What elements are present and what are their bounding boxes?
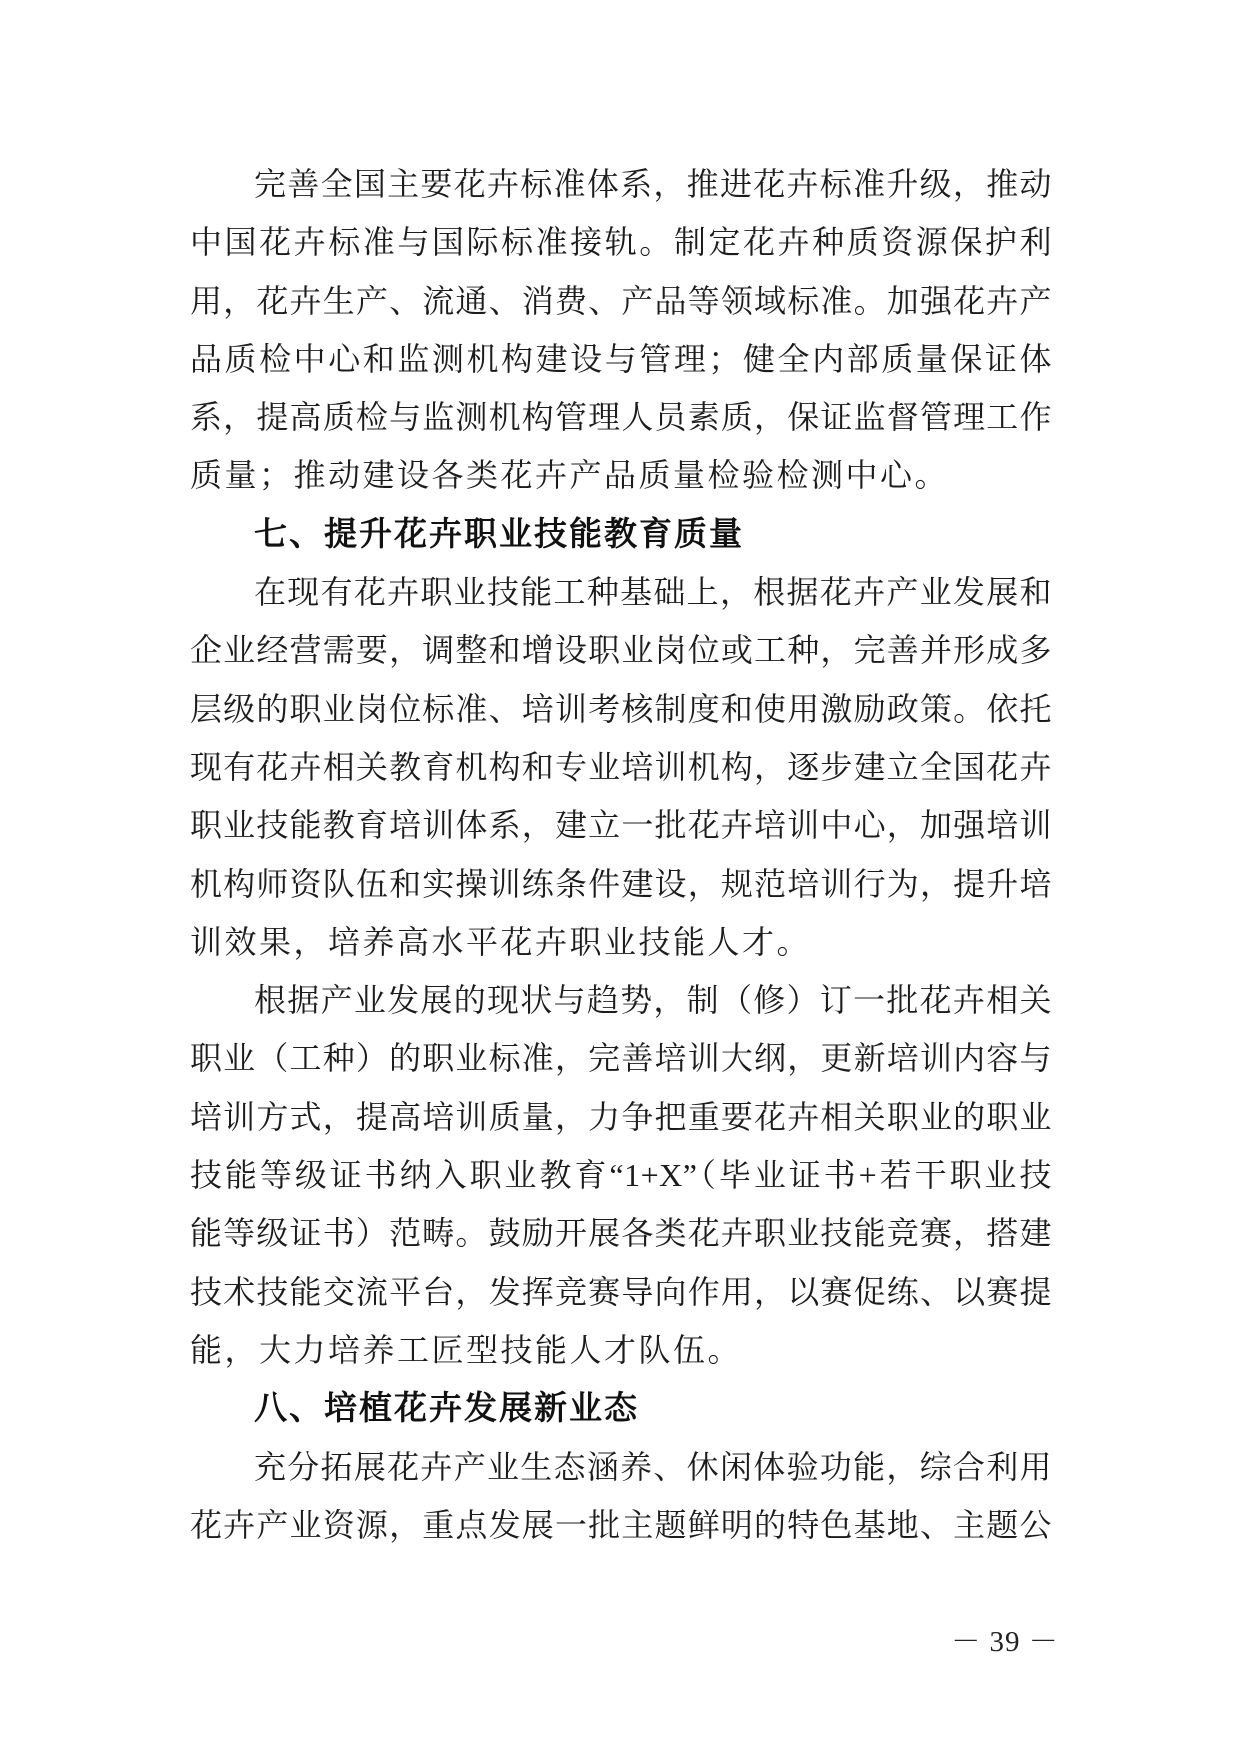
text-line: 现有花卉相关教育机构和专业培训机构，逐步建立全国花卉 xyxy=(190,748,1052,785)
text-line: 在现有花卉职业技能工种基础上，根据花卉产业发展和 xyxy=(254,574,1052,611)
section-heading-7: 七、提升花卉职业技能教育质量 xyxy=(254,514,744,552)
text-line: 职业技能教育培训体系，建立一批花卉培训中心，加强培训 xyxy=(190,807,1052,844)
text-line: 品质检中心和监测机构建设与管理；健全内部质量保证体 xyxy=(190,340,1052,377)
text-line: 质量；推动建设各类花卉产品质量检验检测中心。 xyxy=(190,457,950,494)
text-block xyxy=(190,155,1052,1554)
text-line: 完善全国主要花卉标准体系，推进花卉标准升级，推动 xyxy=(254,166,1052,202)
text-line: 中国花卉标准与国际标准接轨。制定花卉种质资源保护利 xyxy=(190,224,1052,261)
text-line: 能等级证书）范畴。鼓励开展各类花卉职业技能竞赛，搭建 xyxy=(190,1215,1052,1252)
text-line: 花卉产业资源，重点发展一批主题鲜明的特色基地、主题公 xyxy=(190,1506,1052,1543)
text-line: 充分拓展花卉产业生态涵养、休闲体验功能，综合利用 xyxy=(254,1448,1052,1485)
text-line: 能，大力培养工匠型技能人才队伍。 xyxy=(190,1331,743,1368)
text-line: 培训方式，提高培训质量，力争把重要花卉相关职业的职业 xyxy=(190,1098,1052,1135)
text-line: 企业经营需要，调整和增设职业岗位或工种，完善并形成多 xyxy=(190,632,1052,669)
text-line: 系，提高质检与监测机构管理人员素质，保证监督管理工作 xyxy=(190,399,1052,436)
text-line: 根据产业发展的现状与趋势，制（修）订一批花卉相关 xyxy=(254,982,1052,1019)
section-heading-8: 八、培植花卉发展新业态 xyxy=(254,1389,639,1427)
text-line: 层级的职业岗位标准、培训考核制度和使用激励政策。依托 xyxy=(190,690,1052,727)
text-line: 技能等级证书纳入职业教育“1+X”（毕业证书+若干职业技 xyxy=(190,1157,1052,1194)
text-line: 机构师资队伍和实操训练条件建设，规范培训行为，提升培 xyxy=(190,865,1052,902)
text-line: 用，花卉生产、流通、消费、产品等领域标准。加强花卉产 xyxy=(190,282,1052,319)
text-line: 训效果，培养高水平花卉职业技能人才。 xyxy=(190,923,812,960)
page-number: － 39 － xyxy=(951,1626,1059,1658)
text-line: 职业（工种）的职业标准，完善培训大纲，更新培训内容与 xyxy=(190,1040,1052,1077)
text-line: 技术技能交流平台，发挥竞赛导向作用，以赛促练、以赛提 xyxy=(190,1273,1052,1310)
